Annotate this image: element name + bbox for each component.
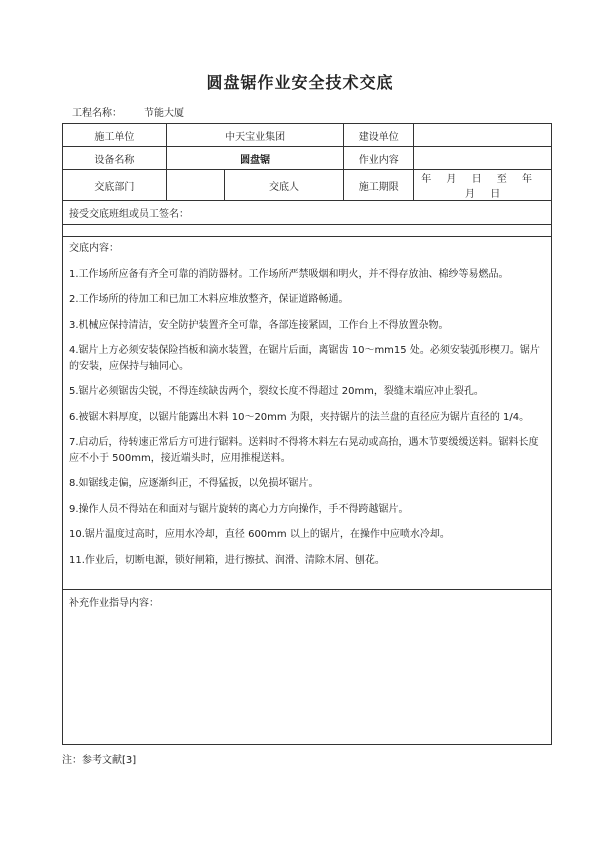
content-item-7: 7.启动后，待转速正常后方可进行锯料。送料时不得将木料左右晃动或高抬，遇木节要缓缓送料。锯料长度应不小于 500mm，接近端头时，应用推棍送料。 xyxy=(69,437,539,464)
content-item-5: 5.锯片必须锯齿尖锐，不得连续缺齿两个，裂纹长度不得超过 20mm，裂缝末端应冲止裂孔。 xyxy=(69,386,484,397)
period-label: 施工期限 xyxy=(344,170,414,201)
content-item-9: 9.操作人员不得站在和面对与锯片旋转的离心力方向操作，手不得跨越锯片。 xyxy=(69,503,409,515)
row-construction-unit xyxy=(63,124,552,147)
signature-space xyxy=(63,225,552,237)
construction-unit-value: 中天宝业集团 xyxy=(166,124,344,147)
handover-dept-value xyxy=(166,170,224,201)
period-end-month: 月 xyxy=(465,189,476,200)
row-supplement xyxy=(63,590,552,745)
handover-content xyxy=(63,237,552,590)
construction-unit-label: 施工单位 xyxy=(63,124,167,147)
equipment-label: 设备名称 xyxy=(63,147,167,170)
row-content xyxy=(63,237,552,590)
row-signature xyxy=(63,201,552,225)
period-start-month: 月 xyxy=(446,174,457,185)
content-item-3: 3.机械应保持清洁，安全防护装置齐全可靠，各部连接紧固，工作台上不得放置杂物。 xyxy=(69,319,449,331)
content-item-1: 1.工作场所应备有齐全可靠的消防器材。工作场所严禁吸烟和明火，并不得存放油、棉纱等易燃品。 xyxy=(69,268,509,280)
content-item-10: 10.锯片温度过高时，应用水冷却，直径 600mm 以上的锯片，在操作中应喷水冷却。 xyxy=(69,529,450,540)
reference-note: 注：参考文献[3] xyxy=(62,755,137,766)
document-title: 圆盘锯作业安全技术交底 xyxy=(206,73,394,92)
period-dates xyxy=(414,170,552,201)
handover-form-table xyxy=(62,123,552,745)
content-item-6: 6.被锯木料厚度，以锯片能露出木料 10～20mm 为限，夹持锯片的法兰盘的直径应为锯片直径的 1/4。 xyxy=(69,411,530,423)
content-heading: 交底内容： xyxy=(69,243,119,254)
handover-person-label: 交底人 xyxy=(224,170,344,201)
handover-dept-label: 交底部门 xyxy=(63,170,167,201)
signature-label: 接受交底班组或员工签名： xyxy=(63,201,552,225)
project-name: 节能大厦 xyxy=(144,108,184,119)
period-start-day: 日 xyxy=(471,174,482,185)
builder-label: 建设单位 xyxy=(344,124,414,147)
row-equipment xyxy=(63,147,552,170)
row-signature-space xyxy=(63,225,552,237)
period-end-year: 年 xyxy=(521,174,532,185)
work-content-value xyxy=(414,147,552,170)
content-item-8: 8.如锯线走偏，应逐渐纠正，不得猛扳，以免损坏锯片。 xyxy=(69,478,319,489)
project-line xyxy=(72,104,184,119)
builder-value xyxy=(414,124,552,147)
work-content-label: 作业内容 xyxy=(344,147,414,170)
period-to: 至 xyxy=(496,174,507,185)
period-end-day: 日 xyxy=(490,189,501,200)
row-handover xyxy=(63,170,552,201)
content-item-11: 11.作业后，切断电源，锁好闸箱，进行擦拭、润滑、清除木屑、刨花。 xyxy=(69,554,385,566)
supplement-label: 补充作业指导内容： xyxy=(63,590,552,745)
period-start-year: 年 xyxy=(421,174,432,185)
content-item-2: 2.工作场所的待加工和已加工木料应堆放整齐，保证道路畅通。 xyxy=(69,294,349,305)
equipment-value: 圆盘锯 xyxy=(166,147,344,170)
content-item-4: 4.锯片上方必须安装保险挡板和滴水装置，在锯片后面，离锯齿 10～mm15 处。必须安装弧形楔刀。锯片的安装，应保持与轴同心。 xyxy=(69,345,540,372)
project-label: 工程名称： xyxy=(72,108,122,119)
